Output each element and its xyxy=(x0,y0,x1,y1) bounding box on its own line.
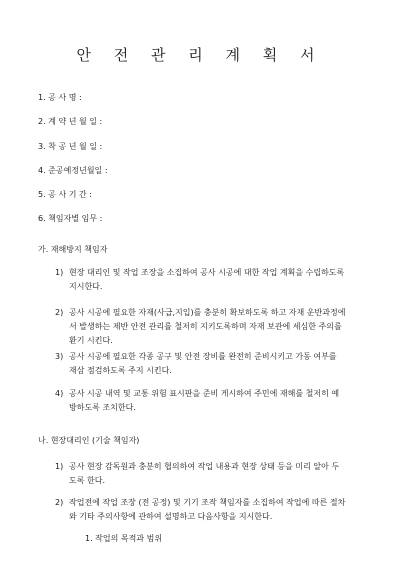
item-line: 공사 시공에 필요한 각종 공구 및 안전 장비를 완전히 준비시키고 가동 여부를 xyxy=(69,352,337,361)
item-number: 4) xyxy=(55,389,64,398)
document-title: 안 전 관 리 계 획 서 xyxy=(76,46,324,64)
section-heading-site-agent: 나. 현장대리인 (기술 책임자) xyxy=(38,436,140,445)
item-number: 2) xyxy=(55,498,64,507)
item-line: 작업전에 작업 조장 (전 공정) 및 기기 조작 책임자를 소집하여 작업에 따른 절차 xyxy=(69,498,346,507)
list-item xyxy=(55,350,337,375)
item-line: 공사 시공에 필요한 자재(사급,지입)를 충분히 확보하도록 하고 자재 운반과정에 xyxy=(69,308,346,317)
list-item xyxy=(55,306,346,345)
sub-item: 1. 작업의 목적과 범위 xyxy=(85,534,163,543)
section-heading-safety-officer: 가. 재해방지 책임자 xyxy=(38,245,108,254)
item-line: 환기 시킨다. xyxy=(69,336,113,345)
field-contract-date: 2. 계 약 년 월 일 : xyxy=(38,117,103,126)
item-line: 재삼 점검하도록 주지 시킨다. xyxy=(69,366,172,375)
item-number: 1) xyxy=(55,268,64,277)
item-number: 2) xyxy=(55,308,64,317)
item-line: 서 발생하는 제반 안전 관리를 철저히 지키도록하며 자재 보관에 세심한 주의를 xyxy=(69,322,342,331)
list-item xyxy=(55,460,340,485)
item-line: 공사 시공 내역 및 교통 위험 표시판을 준비 게시하여 주민에 재해를 철저히 예 xyxy=(69,389,340,398)
item-line: 방하도록 조치한다. xyxy=(69,403,136,412)
item-line: 공사 현장 감독원과 충분히 협의하여 작업 내용과 현장 상태 등을 미리 알아 두 xyxy=(69,462,340,471)
field-project-name: 1. 공 사 명 : xyxy=(38,93,82,102)
list-item xyxy=(55,387,340,412)
field-completion-date: 4. 준공예정년월일 : xyxy=(38,166,108,175)
list-item xyxy=(55,266,345,291)
item-line: 도록 한다. xyxy=(69,476,105,485)
item-line: 지시한다. xyxy=(69,282,103,291)
list-item xyxy=(55,496,346,521)
item-number: 1) xyxy=(55,462,64,471)
item-line: 현장 대리인 및 작업 조장을 소집하여 공사 시공에 대한 작업 계획을 수립하도록 xyxy=(69,268,345,277)
field-responsibilities: 6. 책임자별 임무 : xyxy=(38,214,103,223)
item-line: 와 기타 주의사항에 관하여 설명하고 다음사항을 지시한다. xyxy=(69,512,273,521)
field-start-date: 3. 착 공 년 월 일 : xyxy=(38,142,103,151)
item-number: 3) xyxy=(55,352,64,361)
field-duration: 5. 공 사 기 간 : xyxy=(38,190,92,199)
